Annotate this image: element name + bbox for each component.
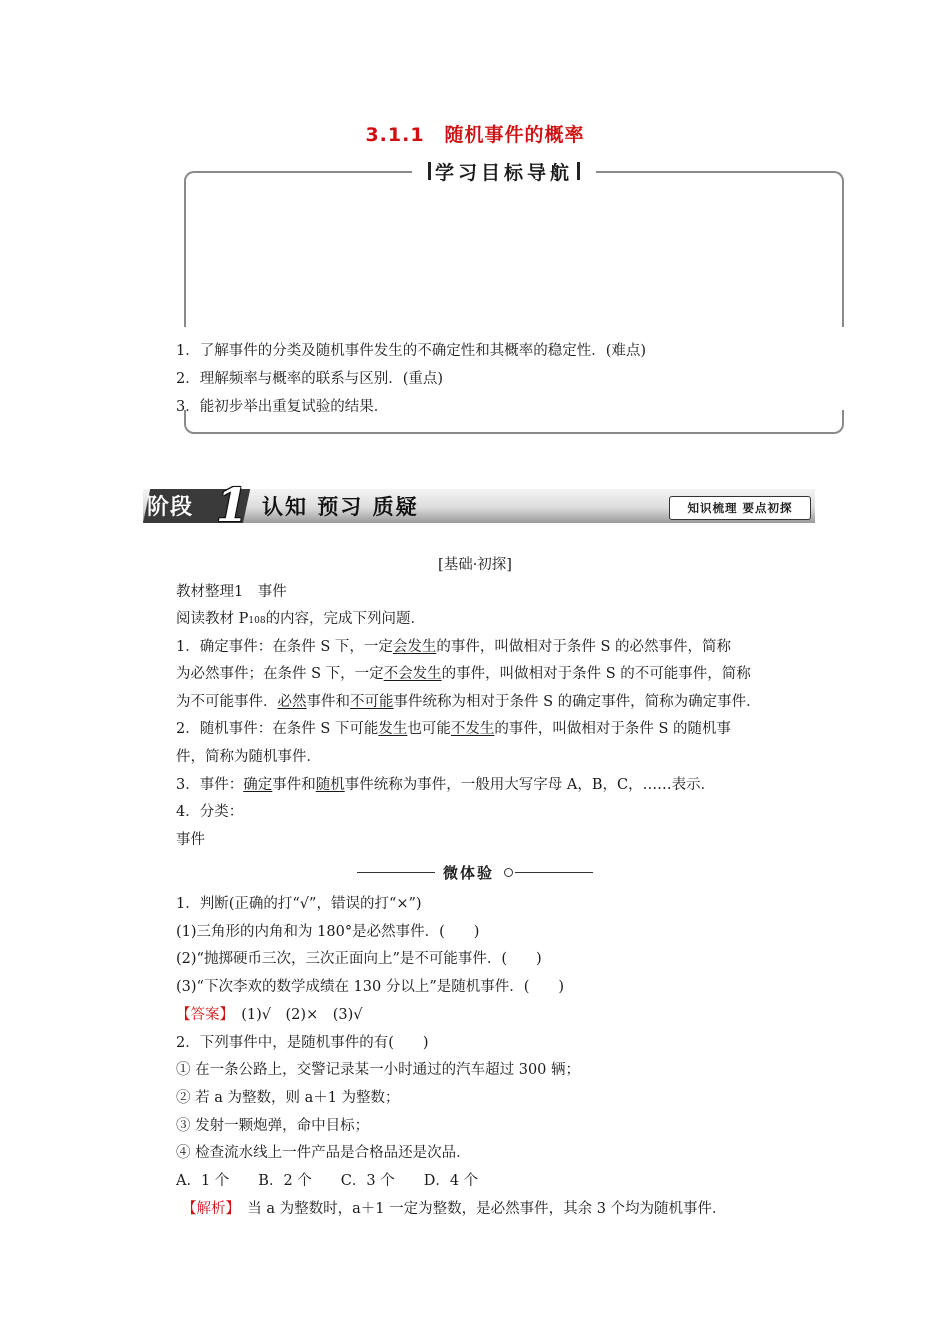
question-1-item: (3)“下次李欢的数学成绩在 130 分以上”是随机事件．( ): [176, 979, 565, 995]
question-2-item: ④ 检查流水线上一件产品是合格品还是次品．: [176, 1145, 471, 1161]
section-label: [基础·初探]: [438, 557, 512, 573]
answer-label: 【答案】: [176, 1007, 227, 1023]
paragraph-2-line-1: 2．随机事件：在条件 S 下可能发生也可能不发生的事件，叫做相对于条件 S 的随机事: [176, 721, 732, 737]
bar-icon: [577, 162, 580, 180]
question-2-stem: 2．下列事件中，是随机事件的有( ): [176, 1035, 429, 1051]
stage-title: 认知 预习 质疑: [262, 495, 419, 519]
question-2-analysis: 【解析】 当 a 为整数时，a＋1 一定为整数，是必然事件，其余 3 个均为随机事件．: [182, 1201, 727, 1217]
page-title: 3.1.1 随机事件的概率: [365, 124, 585, 146]
objective-item: 1．了解事件的分类及随机事件发生的不确定性和其概率的稳定性．(难点): [176, 343, 647, 359]
stage-label: 阶段: [147, 495, 194, 520]
divider-rule: [357, 872, 435, 873]
objective-item: 3．能初步举出重复试验的结果．: [176, 399, 389, 415]
question-2-item: ① 在一条公路上，交警记录某一小时通过的汽车超过 300 辆；: [176, 1062, 581, 1078]
objective-item: 2．理解频率与概率的联系与区别．(重点): [176, 371, 444, 387]
question-1-item: (2)“抛掷硬币三次，三次正面向上”是不可能事件．( ): [176, 951, 542, 967]
material-read: 阅读教材 P108的内容，完成下列问题．: [176, 611, 426, 627]
question-2-item: ② 若 a 为整数，则 a＋1 为整数；: [176, 1090, 400, 1106]
question-1-answer: 【答案】 (1)√ (2)× (3)√: [176, 1007, 363, 1023]
micro-experience-divider: [0, 862, 950, 883]
stage-tag: 知识梳理 要点初探: [669, 496, 811, 520]
objectives-label-text: 学习目标导航: [434, 161, 573, 184]
paragraph-1-line-2: 为必然事件；在条件 S 下，一定不会发生的事件，叫做相对于条件 S 的不可能事件，简称: [176, 666, 751, 682]
objectives-label: [412, 156, 596, 186]
divider-rule: [515, 872, 593, 873]
paragraph-1-line-3: 为不可能事件．必然事件和不可能事件统称为相对于条件 S 的确定事件，简称为确定事件．: [176, 694, 761, 710]
stage-number: 1: [216, 478, 249, 532]
paragraph-5: 事件: [176, 832, 205, 848]
question-1-item: (1)三角形的内角和为 180°是必然事件．( ): [176, 924, 480, 940]
paragraph-3: 3．事件：确定事件和随机事件统称为事件，一般用大写字母 A，B，C，……表示．: [176, 777, 716, 793]
objectives-frame-sides: [184, 211, 844, 327]
paragraph-1-line-1: 1．确定事件：在条件 S 下，一定会发生的事件，叫做相对于条件 S 的必然事件，简称: [176, 639, 732, 655]
question-2-item: ③ 发射一颗炮弹，命中目标；: [176, 1118, 370, 1134]
bar-icon: [428, 162, 431, 180]
circle-icon: [504, 868, 513, 877]
question-1-stem: 1．判断(正确的打“√”，错误的打“×”): [176, 896, 422, 912]
page-subscript: 108: [248, 616, 266, 626]
analysis-label: 【解析】: [182, 1201, 233, 1217]
material-heading: 教材整理1 事件: [176, 584, 287, 600]
paragraph-2-line-2: 件，简称为随机事件．: [176, 749, 321, 765]
paragraph-4: 4．分类：: [176, 804, 244, 820]
question-2-options: A．1 个 B．2 个 C．3 个 D．4 个: [176, 1173, 479, 1189]
micro-title: 微体验: [442, 864, 494, 882]
